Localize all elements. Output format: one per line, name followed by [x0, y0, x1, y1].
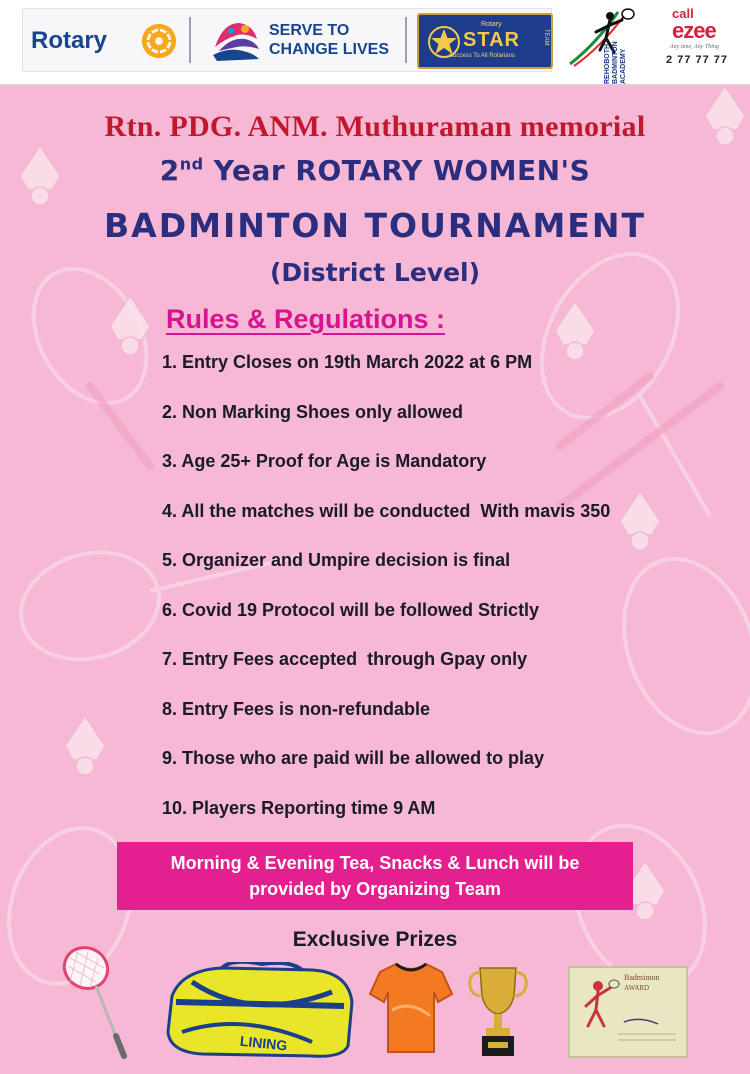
catering-banner: Morning & Evening Tea, Snacks & Lunch will be provided by Organizing Team: [117, 842, 633, 910]
logo-divider: [189, 17, 191, 63]
rule-item: 4. All the matches will be conducted With mavis 350: [162, 500, 611, 521]
racket-icon: [52, 944, 132, 1060]
sponsor-logo-strip: [0, 0, 750, 86]
rehoboth-label: REHOBOTH BADMINTON ACADEMY: [604, 41, 627, 84]
prizes-heading: Exclusive Prizes: [292, 928, 458, 951]
rule-item: 5. Organizer and Umpire decision is final: [162, 550, 511, 570]
memorial-title: Rtn. PDG. ANM. Muthuraman memorial: [104, 110, 646, 143]
svg-text:Badminton: Badminton: [624, 973, 660, 982]
rule-item: 8. Entry Fees is non-refundable: [162, 698, 431, 719]
rule-item: 7. Entry Fees accepted through Gpay only: [162, 649, 528, 669]
rotary-logo-panel: [22, 8, 552, 72]
rule-item: 6. Covid 19 Protocol will be followed Strictly: [162, 599, 540, 620]
serve-to-change-lives-icon: [209, 17, 263, 63]
rules-list: [162, 352, 702, 847]
rule-item: 2. Non Marking Shoes only allowed: [162, 401, 464, 422]
call-ezee-logo: call ezee Any time, Any Thing 2 77 77 77: [666, 6, 728, 66]
svg-text:AWARD: AWARD: [624, 984, 650, 992]
rules-heading: Rules & Regulations :: [166, 304, 446, 334]
level-subtitle: (District Level): [269, 258, 481, 287]
rotary-wordmark: Rotary: [31, 27, 108, 54]
bag-brand-label: LINING: [239, 1032, 289, 1054]
logo-divider: [405, 17, 407, 63]
rule-item: 10. Players Reporting time 9 AM: [162, 797, 436, 818]
serve-to-change-lives-text: SERVE TO CHANGE LIVES: [269, 22, 390, 58]
rotary-star-team-logo: Rotary STAR Success To All Rotarians TEAM: [417, 13, 553, 69]
rule-item: 9. Those who are paid will be allowed to play: [162, 748, 545, 768]
year-title: 2nd Year ROTARY WOMEN'S: [159, 154, 591, 187]
phone-number: 2 77 77 77: [666, 54, 728, 66]
jersey-icon: [368, 960, 454, 1056]
certificate-icon: [568, 966, 688, 1058]
trophy-icon: [466, 962, 530, 1058]
rule-item: 3. Age 25+ Proof for Age is Mandatory: [162, 451, 487, 471]
event-title: BADMINTON TOURNAMENT: [104, 206, 646, 245]
rotary-wheel-icon: [140, 22, 178, 60]
kit-bag-icon: [162, 962, 358, 1060]
rule-item: 1. Entry Closes on 19th March 2022 at 6 PM: [162, 352, 533, 372]
